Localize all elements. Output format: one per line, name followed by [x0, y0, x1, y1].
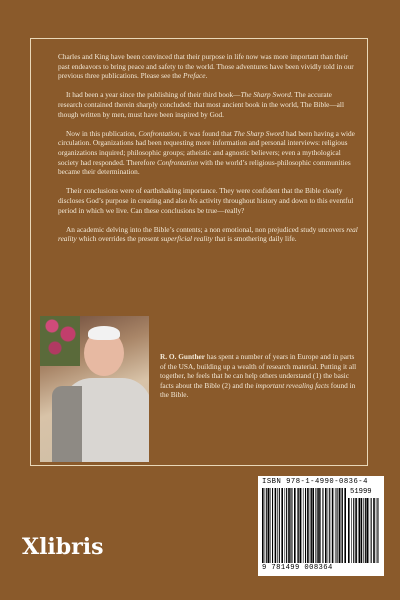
barcode-bar: [320, 488, 321, 563]
barcode-bar: [315, 488, 316, 563]
barcode-bar: [279, 488, 280, 563]
barcode-bar: [312, 488, 314, 563]
barcode-bar: [300, 488, 302, 563]
barcode-bar: [307, 488, 309, 563]
barcode-bar: [311, 488, 312, 563]
barcode-bar: [286, 488, 287, 563]
barcode-bar: [272, 488, 273, 563]
barcode-bar: [335, 488, 336, 563]
blurb-text: [58, 52, 358, 253]
flowers-background: [40, 316, 80, 366]
isbn-number: ISBN 978-1-4990-0836-4: [262, 478, 368, 486]
barcode-bar: [341, 488, 342, 563]
barcode-bar: [371, 498, 372, 563]
author-name: R. O. Gunther: [160, 352, 205, 361]
barcode-bar: [344, 488, 346, 563]
barcode-bar: [355, 498, 357, 563]
barcode-bar: [298, 488, 299, 563]
barcode-bar: [310, 488, 311, 563]
barcode-bar: [297, 488, 298, 563]
barcode-bar: [275, 488, 277, 563]
barcode-bar: [285, 488, 286, 563]
blurb-paragraph: Their conclusions were of earthshaking importance. They were confident that the Bible clearly discloses God’s purpose in creating and also his activity throughout history and down to this eventful period in which we live. Can these conclusions be true—really?: [58, 186, 354, 215]
barcode-bar: [353, 498, 354, 563]
barcode-bar: [288, 488, 290, 563]
barcode-bar: [268, 488, 270, 563]
barcode-bar: [358, 498, 359, 563]
author-hair: [88, 326, 120, 340]
barcode-bar: [305, 488, 306, 563]
barcode-bar: [265, 488, 266, 563]
barcode-bar: [376, 498, 377, 563]
barcode-bar: [369, 498, 370, 563]
price-barcode: [348, 498, 380, 563]
author-photo: [40, 316, 149, 462]
author-bio-text: has spent a number of years in Europe and in parts of the USA, building up a wealth of research material. Putting it all together, he feels that he can help others understand (1) the basic facts about the Bible (2) and the important revealing facts found in the Bible.: [160, 352, 357, 400]
barcode-bar: [365, 498, 366, 563]
price-code: 51999: [350, 488, 372, 496]
blurb-paragraph: Charles and King have been convinced that their purpose in life now was more important than their past endeavors to bring peace and safety to the world. Those adventures have been vividly told in our previous three publications. Please see the Preface.: [58, 52, 354, 81]
barcode-bar: [322, 488, 323, 563]
barcode-bar: [303, 488, 304, 563]
blurb-paragraph: Now in this publication, Confrontation, it was found that The Sharp Sword had been having a wide circulation. Organizations had been requesting more information and personal interviews: religious organizations inquired; philosophic groups; atheistic and agnostic believers; even a mythological society had responded. Therefore Confrontation with the world’s religious-philosophic communities became their determination.: [58, 128, 355, 177]
publisher-logo: Xlibris: [22, 534, 104, 560]
ean-barcode: [262, 488, 346, 563]
author-jacket: [52, 386, 82, 462]
barcode-bar: [363, 498, 364, 563]
blurb-paragraph: An academic delving into the Bible’s contents; a non emotional, non prejudiced study uncovers real reality which overrides the present superficial reality that is smothering daily life.: [58, 224, 358, 244]
barcode-bar: [332, 488, 334, 563]
barcode-bar: [294, 488, 296, 563]
barcode-bar: [262, 488, 264, 563]
barcode-bar: [373, 498, 375, 563]
barcode-bar: [348, 498, 350, 563]
barcode-bar: [266, 488, 267, 563]
barcode-bar: [318, 488, 320, 563]
barcode-bar: [377, 498, 378, 563]
barcode-bar: [328, 488, 329, 563]
author-bio: [160, 352, 358, 400]
barcode-bar: [342, 488, 343, 563]
barcode-bar: [277, 488, 278, 563]
ean-digits: 9 781499 008364: [262, 564, 333, 572]
blurb-paragraph: It had been a year since the publishing of their third book—The Sharp Sword. The accurate research contained therein sharply concluded: that most ancient book in the world, The Bible—all though written by men, must have been inspired by God.: [58, 90, 344, 119]
barcode-bar: [339, 488, 341, 563]
barcode-bar: [329, 488, 330, 563]
barcode-bar: [291, 488, 292, 563]
barcode-bar: [359, 498, 360, 563]
barcode-bar: [317, 488, 318, 563]
barcode-bar: [281, 488, 283, 563]
barcode-bar: [361, 498, 363, 563]
barcode-label: [258, 476, 384, 576]
barcode-bar: [366, 498, 368, 563]
barcode-bar: [290, 488, 291, 563]
barcode-bar: [337, 488, 338, 563]
barcode-bar: [325, 488, 327, 563]
barcode-bar: [351, 498, 352, 563]
barcode-bar: [270, 488, 271, 563]
